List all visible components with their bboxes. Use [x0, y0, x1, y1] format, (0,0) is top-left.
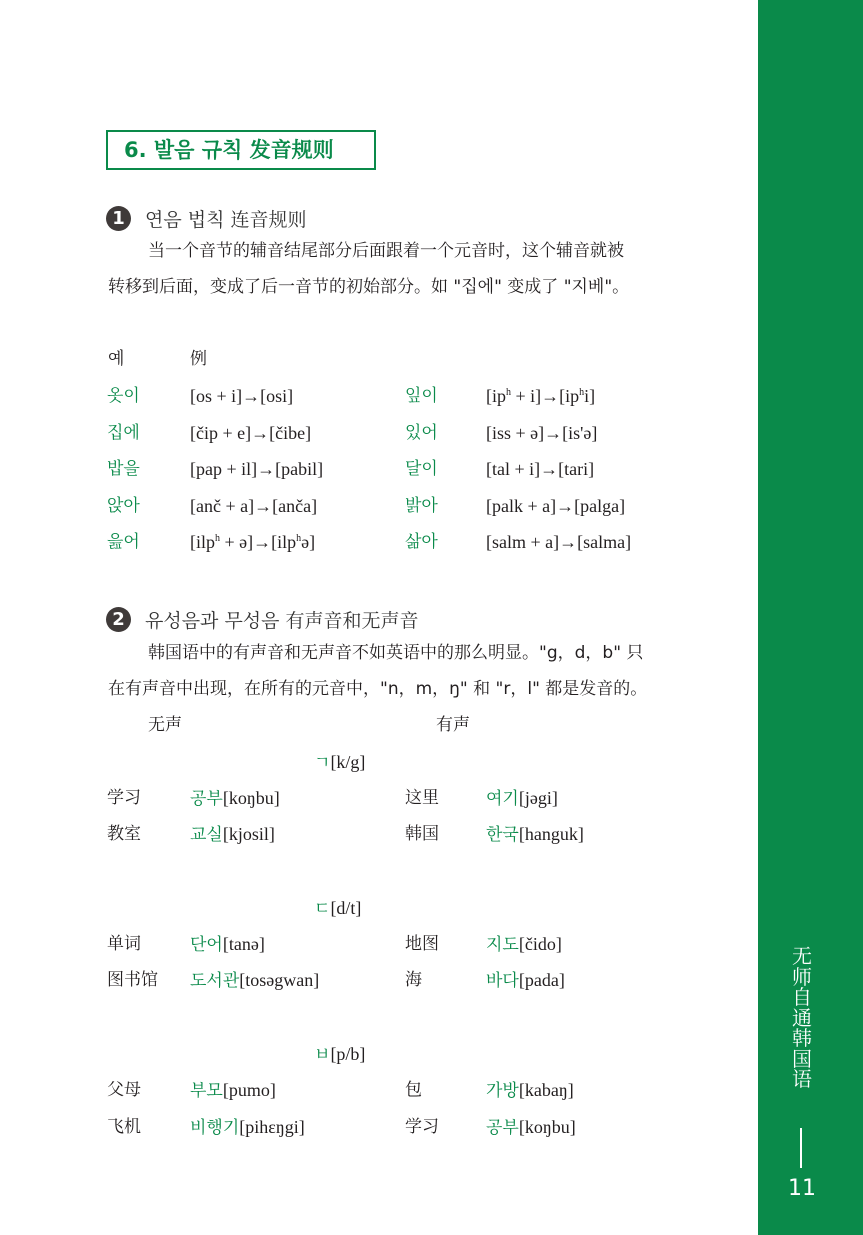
- column-head-chinese: 例: [190, 349, 207, 369]
- word-chinese: 飞机: [107, 1117, 141, 1137]
- example-romanization: [palk + a]→[palga]: [486, 496, 626, 516]
- word-chinese: 地图: [405, 934, 439, 954]
- subsection-2-paragraph: [108, 635, 647, 707]
- example-romanization: [čip + e]→[čibe]: [190, 423, 312, 443]
- example-romanization: $[ip^h + i]\to[ip^hi]$: [486, 386, 596, 406]
- word-chinese: 包: [405, 1080, 422, 1100]
- example-korean: 삶아: [405, 532, 438, 552]
- word-korean: 바다[pada]: [486, 970, 565, 991]
- subsection-title: 유성음과 무성음 有声音和无声音: [145, 609, 419, 632]
- word-korean: 지도[čido]: [486, 934, 562, 955]
- example-romanization: [salm + a]→[salma]: [486, 532, 632, 552]
- example-korean: 있어: [405, 423, 438, 443]
- word-chinese: 韩国: [405, 824, 439, 844]
- example-romanization: [anč + a]→[anča]: [190, 496, 318, 516]
- example-romanization: [tal + i]→[tari]: [486, 459, 595, 479]
- voiceless-label: 无声: [148, 715, 182, 735]
- group-heading: ㅂ[p/b]: [314, 1044, 366, 1065]
- example-romanization: [pap + il]→[pabil]: [190, 459, 324, 479]
- book-title-char: 通: [792, 1005, 812, 1030]
- book-title-char: 国: [792, 1046, 812, 1071]
- word-chinese: 单词: [107, 934, 141, 954]
- book-title-char: 语: [792, 1067, 812, 1091]
- word-korean: 교실[kjosil]: [190, 824, 275, 845]
- word-korean: 비행기[pihɛŋgi]: [190, 1117, 305, 1138]
- book-title-char: 师: [792, 964, 812, 989]
- word-korean: 단어[tanə]: [190, 934, 265, 955]
- paragraph-line: 韩国语中的有声音和无声音不如英语中的那么明显。"g，d，b" 只: [148, 643, 644, 663]
- number-badge: 2: [106, 607, 131, 632]
- example-romanization: [ilp$^h$ + ə]→[ilp$^h$ə]: [190, 532, 316, 552]
- number-badge: 1: [106, 206, 131, 231]
- paragraph-line: 转移到后面，变成了后一音节的初始部分。如 "집에" 变成了 "지베"。: [108, 277, 630, 297]
- subsection-1-paragraph: [108, 233, 629, 305]
- word-chinese: 教室: [107, 824, 141, 844]
- word-korean: 여기[jəgi]: [486, 788, 558, 809]
- page-number: 11: [788, 1176, 816, 1201]
- example-korean: 앉아: [107, 496, 140, 516]
- example-korean: 옷이: [107, 386, 140, 406]
- example-korean: 밝아: [405, 496, 438, 516]
- word-chinese: 学习: [107, 788, 141, 808]
- sidebar-divider: [800, 1128, 802, 1168]
- book-title-char: 韩: [792, 1026, 812, 1050]
- example-korean: 집에: [107, 423, 140, 443]
- book-title-char: 自: [792, 985, 812, 1009]
- column-head-korean: 예: [108, 349, 125, 369]
- word-chinese: 父母: [107, 1080, 141, 1100]
- voiced-label: 有声: [436, 715, 470, 735]
- example-korean: 읊어: [107, 532, 140, 552]
- example-korean: 달이: [405, 459, 438, 479]
- word-korean: 부모[pumo]: [190, 1080, 276, 1101]
- word-korean: 한국[hanguk]: [486, 824, 584, 845]
- group-heading: ㄱ[k/g]: [314, 752, 366, 773]
- word-chinese: 海: [405, 970, 422, 990]
- word-chinese: 学习: [405, 1117, 439, 1137]
- subsection-2-heading: [106, 606, 419, 632]
- word-korean: 가방[kabaŋ]: [486, 1080, 574, 1101]
- word-korean: 도서관[tosəgwan]: [190, 970, 320, 991]
- subsection-1-heading: [106, 205, 307, 231]
- group-heading: ㄷ[d/t]: [314, 898, 362, 919]
- word-korean: 공부[koŋbu]: [190, 788, 280, 809]
- book-title-char: 无: [792, 944, 812, 968]
- example-korean: 밥을: [107, 459, 140, 479]
- section-title: 6. 발음 규칙 发音规则: [106, 130, 376, 170]
- example-korean: 잎이: [405, 386, 438, 406]
- book-title-vertical: [786, 946, 818, 1090]
- word-chinese: 图书馆: [107, 970, 158, 990]
- example-romanization: [iss + ə]→[is'ə]: [486, 423, 598, 443]
- word-chinese: 这里: [405, 788, 439, 808]
- word-korean: 공부[koŋbu]: [486, 1117, 576, 1138]
- example-romanization: [os + i]→[osi]: [190, 386, 294, 406]
- subsection-title: 연음 법칙 连音规则: [145, 208, 307, 231]
- paragraph-line: 当一个音节的辅音结尾部分后面跟着一个元音时，这个辅音就被: [148, 241, 624, 261]
- paragraph-line: 在有声音中出现，在所有的元音中，"n，m，ŋ" 和 "r，l" 都是发音的。: [108, 679, 648, 699]
